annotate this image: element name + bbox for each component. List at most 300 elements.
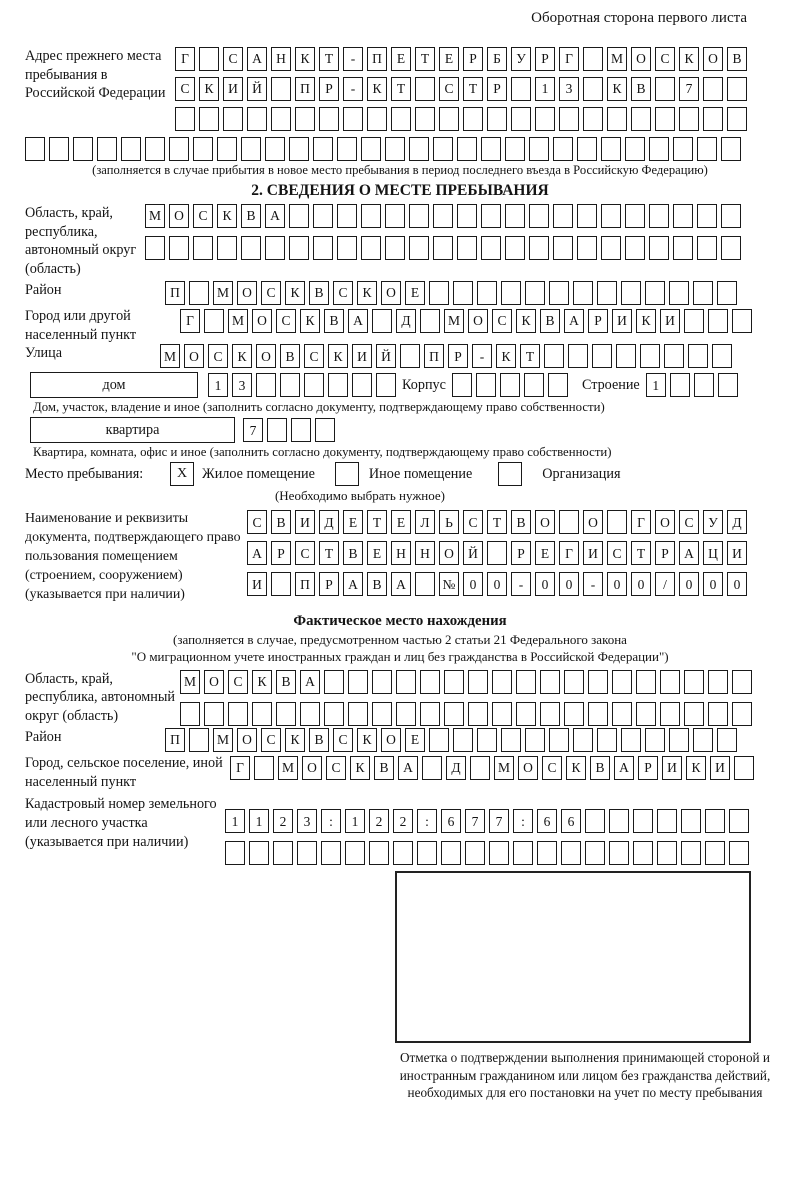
char-cell xyxy=(655,107,675,131)
char-cell: С xyxy=(542,756,562,780)
char-cell xyxy=(476,373,496,397)
char-cell: 1 xyxy=(208,373,228,397)
apartment-block xyxy=(25,417,775,443)
char-cell xyxy=(525,728,545,752)
char-cell: Е xyxy=(391,510,411,534)
char-cell: А xyxy=(247,47,267,71)
char-cell: 7 xyxy=(243,418,263,442)
char-cell: 1 xyxy=(535,77,555,101)
char-cell xyxy=(372,702,392,726)
char-cell: А xyxy=(247,541,267,565)
char-cell xyxy=(189,281,209,305)
char-cell xyxy=(588,702,608,726)
char-cell: К xyxy=(357,728,377,752)
char-cell: О xyxy=(535,510,555,534)
street-block xyxy=(25,344,775,368)
apartment-caption: Квартира, комната, офис и иное (заполнить согласно документу, подтверждающему право собственности) xyxy=(33,445,612,460)
char-cell xyxy=(621,728,641,752)
char-cell xyxy=(420,702,440,726)
char-cell: О xyxy=(655,510,675,534)
char-cell: 6 xyxy=(561,809,581,833)
char-cell: К xyxy=(566,756,586,780)
char-cell: В xyxy=(367,572,387,596)
char-cell xyxy=(291,418,311,442)
char-cell: К xyxy=(496,344,516,368)
char-cell xyxy=(529,137,549,161)
char-cell xyxy=(369,841,389,865)
char-cell xyxy=(297,841,317,865)
char-cell xyxy=(500,373,520,397)
char-cell xyxy=(729,841,749,865)
char-cell xyxy=(529,236,549,260)
char-cell xyxy=(655,77,675,101)
factual-note-line-2: "О миграционном учете иностранных граждан и лиц без гражданства в Российской Федерации") xyxy=(131,648,669,664)
char-cell xyxy=(681,841,701,865)
char-cell: Т xyxy=(319,47,339,71)
char-cell: С xyxy=(463,510,483,534)
char-cell: С xyxy=(247,510,267,534)
char-cell: Т xyxy=(631,541,651,565)
char-cell xyxy=(525,281,545,305)
char-cell: С xyxy=(228,670,248,694)
char-cell: С xyxy=(175,77,195,101)
char-cell: Р xyxy=(655,541,675,565)
char-cell xyxy=(577,137,597,161)
char-cell: В xyxy=(276,670,296,694)
char-cell: К xyxy=(607,77,627,101)
char-cell: Г xyxy=(175,47,195,71)
char-cell xyxy=(361,137,381,161)
char-cell xyxy=(697,204,717,228)
char-cell xyxy=(452,373,472,397)
char-cell: Т xyxy=(463,77,483,101)
char-cell xyxy=(727,77,747,101)
char-cell xyxy=(649,137,669,161)
char-cell xyxy=(385,204,405,228)
char-cell xyxy=(348,670,368,694)
char-cell: Л xyxy=(415,510,435,534)
factual-district-row xyxy=(165,728,737,752)
char-cell xyxy=(97,137,117,161)
char-cell xyxy=(549,281,569,305)
char-cell: В xyxy=(309,281,329,305)
char-cell xyxy=(477,728,497,752)
char-cell: С xyxy=(607,541,627,565)
prev-address-label: Адрес прежнего места пребывания в Российской Федерации xyxy=(25,48,166,102)
char-cell: А xyxy=(614,756,634,780)
char-cell xyxy=(621,281,641,305)
apartment-row xyxy=(243,418,335,442)
char-cell xyxy=(429,728,449,752)
char-cell: А xyxy=(348,309,368,333)
char-cell: Т xyxy=(367,510,387,534)
char-cell xyxy=(537,841,557,865)
char-cell xyxy=(385,137,405,161)
char-cell: К xyxy=(199,77,219,101)
char-cell: В xyxy=(631,77,651,101)
char-cell xyxy=(640,344,660,368)
char-cell: 2 xyxy=(393,809,413,833)
char-cell: 1 xyxy=(646,373,666,397)
char-cell xyxy=(189,728,209,752)
house-caption: Дом, участок, владение и иное (заполнить согласно документу, подтверждающему право собственности) xyxy=(33,400,605,415)
char-cell xyxy=(669,728,689,752)
char-cell xyxy=(636,670,656,694)
char-cell: Д xyxy=(396,309,416,333)
char-cell: Е xyxy=(391,47,411,71)
char-cell xyxy=(465,841,485,865)
char-cell: Г xyxy=(631,510,651,534)
char-cell: П xyxy=(165,281,185,305)
char-cell xyxy=(559,107,579,131)
char-cell xyxy=(717,728,737,752)
char-cell xyxy=(225,841,245,865)
char-cell xyxy=(670,373,690,397)
korpus-label: Корпус xyxy=(402,377,446,394)
char-cell: : xyxy=(321,809,341,833)
char-cell xyxy=(254,756,274,780)
char-cell: 0 xyxy=(727,572,747,596)
char-cell xyxy=(540,702,560,726)
char-cell xyxy=(660,702,680,726)
char-cell: А xyxy=(391,572,411,596)
char-cell: Р xyxy=(511,541,531,565)
char-cell: Р xyxy=(448,344,468,368)
char-cell xyxy=(324,702,344,726)
char-cell xyxy=(241,137,261,161)
char-cell xyxy=(328,373,348,397)
char-cell xyxy=(583,77,603,101)
char-cell: 1 xyxy=(345,809,365,833)
char-cell xyxy=(169,137,189,161)
char-cell: 0 xyxy=(679,572,699,596)
prev-address-block xyxy=(25,47,775,131)
char-cell xyxy=(276,702,296,726)
char-cell: И xyxy=(295,510,315,534)
char-cell xyxy=(501,281,521,305)
factual-city-label: Город, сельское поселение, иной населенный пункт xyxy=(25,754,223,790)
char-cell: О xyxy=(439,541,459,565)
char-cell xyxy=(345,841,365,865)
factual-title: Фактическое место нахождения xyxy=(293,612,507,629)
char-cell xyxy=(684,702,704,726)
char-cell: С xyxy=(261,728,281,752)
char-cell: Ц xyxy=(703,541,723,565)
char-cell xyxy=(391,107,411,131)
char-cell: К xyxy=(679,47,699,71)
char-cell: - xyxy=(343,47,363,71)
char-cell: М xyxy=(180,670,200,694)
char-cell: С xyxy=(492,309,512,333)
char-cell xyxy=(271,572,291,596)
char-cell: А xyxy=(679,541,699,565)
char-cell: 0 xyxy=(463,572,483,596)
char-cell: В xyxy=(241,204,261,228)
char-cell: О xyxy=(381,728,401,752)
char-cell: В xyxy=(324,309,344,333)
char-cell xyxy=(718,373,738,397)
char-cell: В xyxy=(540,309,560,333)
char-cell xyxy=(420,309,440,333)
char-cell: Е xyxy=(405,728,425,752)
char-cell xyxy=(708,702,728,726)
char-cell xyxy=(511,77,531,101)
char-cell xyxy=(300,702,320,726)
char-cell: К xyxy=(686,756,706,780)
char-cell xyxy=(289,137,309,161)
char-cell xyxy=(588,670,608,694)
char-cell: Р xyxy=(319,572,339,596)
char-cell xyxy=(732,309,752,333)
char-cell: 7 xyxy=(465,809,485,833)
char-cell xyxy=(417,841,437,865)
char-cell: 0 xyxy=(703,572,723,596)
char-cell xyxy=(361,204,381,228)
char-cell: Е xyxy=(535,541,555,565)
char-cell xyxy=(549,728,569,752)
char-cell xyxy=(241,236,261,260)
char-cell xyxy=(217,236,237,260)
char-cell: № xyxy=(439,572,459,596)
char-cell xyxy=(513,841,533,865)
char-cell xyxy=(457,137,477,161)
char-cell xyxy=(304,373,324,397)
korpus-row xyxy=(452,373,568,397)
char-cell: 3 xyxy=(559,77,579,101)
char-cell xyxy=(409,137,429,161)
char-cell: К xyxy=(285,728,305,752)
char-cell xyxy=(273,841,293,865)
char-cell xyxy=(505,137,525,161)
district-label: Район xyxy=(25,281,62,298)
char-cell: О xyxy=(237,281,257,305)
char-cell xyxy=(703,107,723,131)
char-cell: У xyxy=(511,47,531,71)
char-cell xyxy=(564,670,584,694)
char-cell: С xyxy=(193,204,213,228)
char-cell xyxy=(664,344,684,368)
street-label: Улица xyxy=(25,345,63,362)
char-cell xyxy=(457,236,477,260)
char-cell xyxy=(25,137,45,161)
char-cell xyxy=(429,281,449,305)
char-cell: 6 xyxy=(537,809,557,833)
char-cell xyxy=(573,728,593,752)
stroenie-row xyxy=(646,373,738,397)
char-cell xyxy=(415,572,435,596)
char-cell xyxy=(649,204,669,228)
char-cell xyxy=(705,809,725,833)
char-cell xyxy=(559,510,579,534)
char-cell: П xyxy=(424,344,444,368)
char-cell: 1 xyxy=(249,809,269,833)
char-cell: 0 xyxy=(487,572,507,596)
region-row-2 xyxy=(145,236,741,260)
char-cell: Д xyxy=(446,756,466,780)
char-cell: О xyxy=(252,309,272,333)
char-cell: - xyxy=(583,572,603,596)
char-cell: В xyxy=(727,47,747,71)
char-cell xyxy=(439,107,459,131)
char-cell xyxy=(633,841,653,865)
char-cell xyxy=(705,841,725,865)
char-cell xyxy=(688,344,708,368)
char-cell xyxy=(415,107,435,131)
char-cell: Й xyxy=(247,77,267,101)
char-cell: С xyxy=(208,344,228,368)
char-cell xyxy=(217,137,237,161)
char-cell xyxy=(609,809,629,833)
char-cell: И xyxy=(727,541,747,565)
char-cell xyxy=(444,702,464,726)
char-cell: В xyxy=(280,344,300,368)
char-cell: 7 xyxy=(679,77,699,101)
char-cell xyxy=(321,841,341,865)
char-cell: И xyxy=(612,309,632,333)
char-cell xyxy=(180,702,200,726)
char-cell xyxy=(420,670,440,694)
char-cell xyxy=(453,728,473,752)
stay-type-block xyxy=(25,462,775,486)
stamp-caption: Отметка о подтверждении выполнения принимающей стороной и иностранным гражданином или лицом без гражданства действий, необходимых для его постановки на учет по месту пребывания xyxy=(399,1050,771,1100)
char-cell: М xyxy=(228,309,248,333)
prev-address-row-2 xyxy=(175,77,747,101)
char-cell xyxy=(433,236,453,260)
char-cell: 0 xyxy=(607,572,627,596)
char-cell xyxy=(712,344,732,368)
stay-type-checkbox-organization xyxy=(498,462,522,486)
char-cell xyxy=(324,670,344,694)
char-cell xyxy=(145,236,165,260)
factual-city-block xyxy=(25,754,775,791)
char-cell xyxy=(256,373,276,397)
char-cell xyxy=(544,344,564,368)
char-cell: К xyxy=(357,281,377,305)
char-cell: Т xyxy=(319,541,339,565)
char-cell xyxy=(271,107,291,131)
char-cell: В xyxy=(343,541,363,565)
char-cell xyxy=(540,670,560,694)
char-cell xyxy=(657,841,677,865)
factual-region-label: Область, край, республика, автономный округ (область) xyxy=(25,670,176,725)
char-cell: П xyxy=(367,47,387,71)
char-cell: - xyxy=(472,344,492,368)
char-cell: К xyxy=(232,344,252,368)
char-cell: Н xyxy=(415,541,435,565)
char-cell: Р xyxy=(463,47,483,71)
char-cell: Т xyxy=(487,510,507,534)
char-cell: 2 xyxy=(273,809,293,833)
stay-type-option-organization-label: Организация xyxy=(542,465,621,482)
char-cell xyxy=(694,373,714,397)
char-cell: М xyxy=(213,728,233,752)
char-cell xyxy=(352,373,372,397)
char-cell: С xyxy=(304,344,324,368)
char-cell xyxy=(631,107,651,131)
char-cell xyxy=(372,309,392,333)
char-cell xyxy=(468,670,488,694)
char-cell xyxy=(252,702,272,726)
char-cell: К xyxy=(252,670,272,694)
confirmation-stamp-box xyxy=(395,871,751,1043)
char-cell xyxy=(516,670,536,694)
char-cell xyxy=(319,107,339,131)
house-block xyxy=(25,372,775,398)
factual-district-label: Район xyxy=(25,728,62,745)
char-cell xyxy=(703,77,723,101)
char-cell xyxy=(396,670,416,694)
char-cell xyxy=(501,728,521,752)
char-cell: Р xyxy=(535,47,555,71)
char-cell xyxy=(684,670,704,694)
char-cell xyxy=(592,344,612,368)
char-cell xyxy=(607,510,627,534)
char-cell xyxy=(376,373,396,397)
char-cell xyxy=(337,204,357,228)
char-cell xyxy=(734,756,754,780)
char-cell: Т xyxy=(391,77,411,101)
char-cell: 0 xyxy=(535,572,555,596)
char-cell xyxy=(553,236,573,260)
char-cell xyxy=(315,418,335,442)
char-cell: - xyxy=(343,77,363,101)
char-cell xyxy=(175,107,195,131)
char-cell: Е xyxy=(405,281,425,305)
char-cell: - xyxy=(511,572,531,596)
char-cell: С xyxy=(261,281,281,305)
char-cell xyxy=(597,728,617,752)
char-cell xyxy=(561,841,581,865)
char-cell: Р xyxy=(487,77,507,101)
char-cell xyxy=(267,418,287,442)
street-row xyxy=(160,344,732,368)
char-cell: М xyxy=(444,309,464,333)
char-cell xyxy=(577,236,597,260)
region-label: Область, край, республика, автономный округ (область) xyxy=(25,205,137,278)
document-label: Наименование и реквизиты документа, подтверждающего право пользования помещением (строением, сооружением) (указывается при наличии) xyxy=(25,511,241,603)
char-cell xyxy=(577,204,597,228)
char-cell: О xyxy=(381,281,401,305)
char-cell: М xyxy=(494,756,514,780)
char-cell xyxy=(422,756,442,780)
char-cell xyxy=(73,137,93,161)
char-cell xyxy=(204,309,224,333)
char-cell xyxy=(487,107,507,131)
stay-type-checkbox-other-premises xyxy=(335,462,359,486)
house-row xyxy=(208,373,396,397)
char-cell xyxy=(684,309,704,333)
char-cell xyxy=(516,702,536,726)
city-label: Город или другой населенный пункт xyxy=(25,307,137,343)
char-cell: Т xyxy=(415,47,435,71)
char-cell xyxy=(607,107,627,131)
char-cell xyxy=(372,670,392,694)
char-cell xyxy=(481,204,501,228)
district-block xyxy=(25,281,775,305)
char-cell xyxy=(492,702,512,726)
char-cell xyxy=(529,204,549,228)
char-cell xyxy=(636,702,656,726)
char-cell xyxy=(585,841,605,865)
char-cell xyxy=(470,756,490,780)
char-cell xyxy=(693,281,713,305)
char-cell xyxy=(633,809,653,833)
char-cell: К xyxy=(328,344,348,368)
char-cell: А xyxy=(343,572,363,596)
char-cell xyxy=(669,281,689,305)
char-cell: : xyxy=(417,809,437,833)
char-cell: А xyxy=(265,204,285,228)
